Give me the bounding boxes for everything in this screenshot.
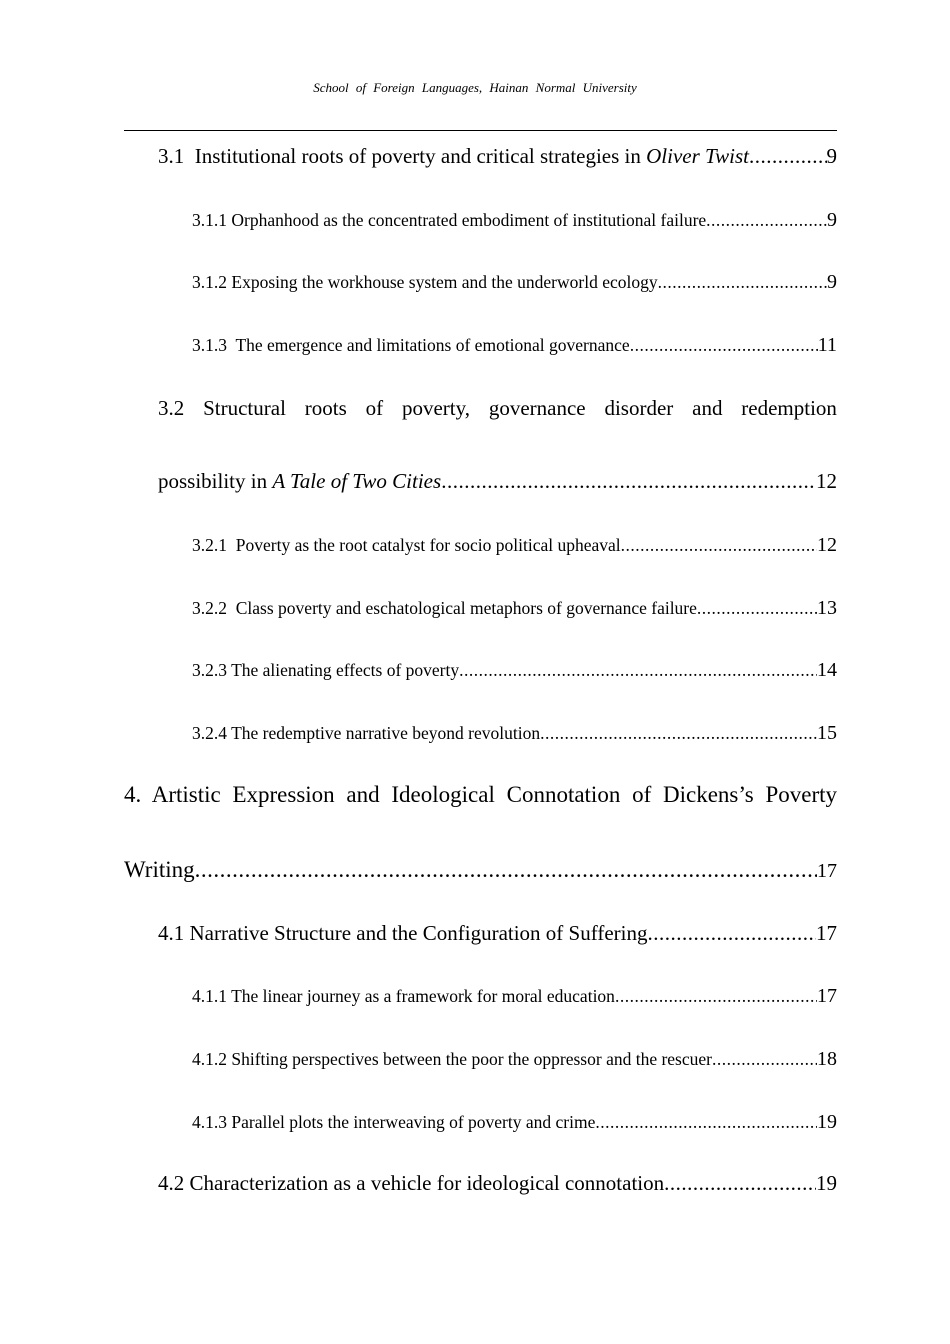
page-number: 13	[817, 597, 837, 619]
toc-title: The linear journey as a framework for moral education	[231, 986, 615, 1006]
toc-word: governance	[488, 396, 586, 420]
toc-title: The alienating effects of poverty	[231, 660, 460, 680]
toc-number: 3.2.4	[192, 723, 227, 743]
page-number: 18	[817, 1048, 837, 1070]
leader-dots	[621, 535, 817, 556]
toc-entry-4-1-1[interactable]	[192, 985, 837, 1008]
leader-dots	[595, 1112, 817, 1133]
leader-dots	[630, 335, 818, 356]
toc-title: Poverty as the root catalyst for socio political upheaval	[235, 535, 621, 555]
toc-word: and	[692, 396, 723, 420]
toc-title: Orphanhood as the concentrated embodiment of institutional failure	[231, 210, 707, 230]
page-number: 9	[826, 144, 837, 168]
toc-entry-3-2-3[interactable]	[192, 659, 837, 682]
toc-number: 4.1	[158, 921, 185, 945]
toc-entry-3-2-2[interactable]	[192, 597, 837, 620]
toc-number: 3.1.1	[192, 210, 227, 230]
leader-dots	[697, 598, 817, 619]
toc-word: roots	[304, 396, 347, 420]
toc-word: redemption	[741, 396, 837, 420]
toc-entry-3-1-1[interactable]	[192, 209, 837, 232]
toc-title: Parallel plots the interweaving of poverty and crime	[231, 1112, 596, 1132]
toc-number: 4.1.1	[192, 986, 227, 1006]
toc-entry-3-2-1[interactable]	[192, 534, 837, 557]
toc-title: Shifting perspectives between the poor the oppressor and the rescuer	[231, 1049, 712, 1069]
toc-title: The emergence and limitations of emotional governance	[235, 335, 630, 355]
leader-dots	[664, 1171, 816, 1196]
toc-word: of	[365, 396, 384, 420]
toc-word: Structural	[203, 396, 286, 420]
page-number: 15	[817, 722, 837, 744]
toc-entry-4-line1[interactable]: 4. Artistic Expression and Ideological Connotation of Dickens’s Poverty	[124, 782, 837, 807]
toc-title: Characterization as a vehicle for ideological connotation	[189, 1171, 665, 1195]
toc-entry-4-1[interactable]	[158, 921, 837, 946]
page-number: 9	[827, 271, 837, 293]
page-number: 19	[817, 1111, 837, 1133]
page-number: 11	[817, 334, 837, 356]
header-rule	[124, 130, 837, 131]
toc-entry-3-1[interactable]	[158, 144, 837, 169]
toc-number: 3.2.1	[192, 535, 227, 555]
toc-entry-4-line2[interactable]	[124, 857, 837, 883]
running-header: School of Foreign Languages, Hainan Normal University	[313, 80, 637, 95]
page-number: 17	[817, 985, 837, 1007]
page-number: 14	[817, 659, 837, 681]
leader-dots	[540, 723, 817, 744]
toc-number: 3.1.2	[192, 272, 227, 292]
toc-number: 3.2	[158, 396, 185, 420]
toc-number: 3.2.3	[192, 660, 227, 680]
leader-dots	[459, 660, 817, 681]
leader-dots	[195, 857, 817, 883]
page-number: 17	[816, 921, 837, 945]
toc-title-italic: A Tale of Two Cities	[272, 469, 442, 493]
page-number: 12	[816, 469, 837, 493]
toc-number: 3.2.2	[192, 598, 227, 618]
page-number: 17	[817, 860, 837, 882]
leader-dots	[658, 272, 827, 293]
toc-number: 4.1.2	[192, 1049, 227, 1069]
leader-dots	[706, 210, 827, 231]
toc-title: possibility in	[158, 469, 273, 493]
toc-title: Class poverty and eschatological metaphors of governance failure	[235, 598, 697, 618]
page-number: 19	[816, 1171, 837, 1195]
toc-entry-3-2-line1[interactable]	[158, 396, 837, 421]
toc-word: disorder	[604, 396, 674, 420]
toc-title: Narrative Structure and the Configuration of Suffering	[189, 921, 648, 945]
leader-dots	[749, 144, 826, 169]
leader-dots	[712, 1049, 817, 1070]
toc-title: Institutional roots of poverty and critical strategies in	[194, 144, 647, 168]
leader-dots	[615, 986, 817, 1007]
toc-title: Exposing the workhouse system and the underworld ecology	[231, 272, 658, 292]
toc-entry-3-1-3[interactable]	[192, 334, 837, 357]
toc-number: 4.1.3	[192, 1112, 227, 1132]
toc-entry-3-1-2[interactable]	[192, 271, 837, 294]
toc-number: 3.1.3	[192, 335, 227, 355]
leader-dots	[441, 469, 816, 494]
page-number: 12	[817, 534, 837, 556]
toc-entry-3-2-4[interactable]	[192, 722, 837, 745]
leader-dots	[647, 921, 816, 946]
toc-entry-4-1-3[interactable]	[192, 1111, 837, 1134]
toc-title-italic: Oliver Twist	[646, 144, 750, 168]
page-number: 9	[827, 209, 837, 231]
toc-number: 4.2	[158, 1171, 185, 1195]
toc-title: Writing	[124, 857, 195, 882]
toc-entry-4-2[interactable]	[158, 1171, 837, 1196]
toc-entry-3-2-line2[interactable]	[158, 469, 837, 494]
toc-title: The redemptive narrative beyond revolution	[231, 723, 541, 743]
toc-word: poverty,	[401, 396, 470, 420]
toc-entry-4-1-2[interactable]	[192, 1048, 837, 1071]
toc-number: 3.1	[158, 144, 185, 168]
